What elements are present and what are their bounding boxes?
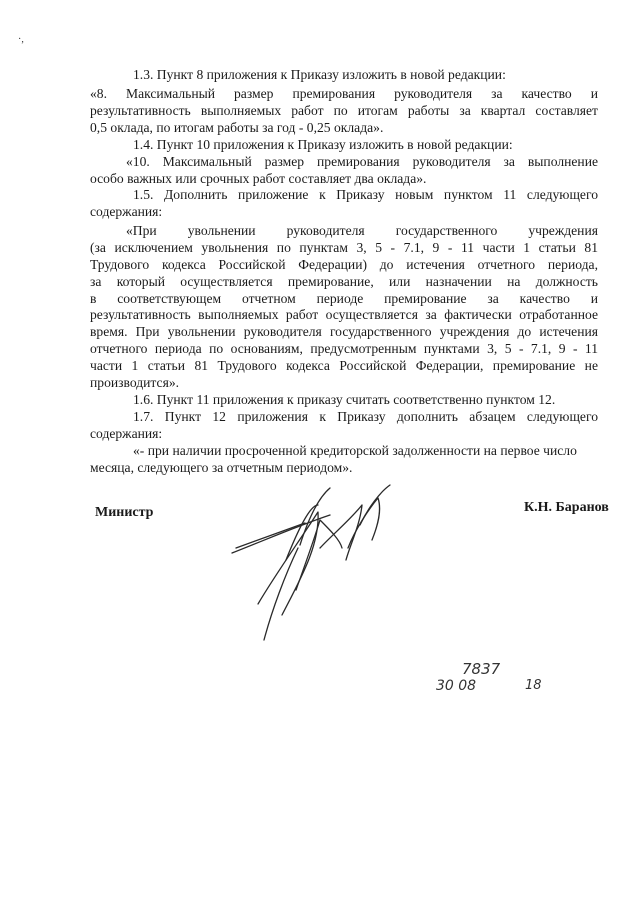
text-line: 1.3. Пункт 8 приложения к Приказу изложить в новой редакции: bbox=[133, 67, 506, 82]
text-line: «При увольнении руководителя государственного учреждения bbox=[126, 223, 598, 238]
text-line: результативность выполняемых работ осуществляется за фактически отработанное bbox=[90, 307, 598, 322]
handwritten-number: 7837 bbox=[462, 660, 501, 678]
text-line: содержания: bbox=[90, 426, 163, 441]
text-line: 1.4. Пункт 10 приложения к Приказу изложить в новой редакции: bbox=[133, 137, 513, 152]
text-line: месяца, следующего за отчетным периодом». bbox=[90, 460, 353, 475]
text-line: отчетного периода по основаниям, предусмотренным пунктами 3, 5 - 7.1, 9 - 11 bbox=[90, 341, 598, 356]
text-line: особо важных или срочных работ составляет два оклада». bbox=[90, 171, 427, 186]
text-line: части 1 статьи 81 Трудового кодекса Российской Федерации, премирование не bbox=[90, 358, 598, 373]
text-line: 0,5 оклада, по итогам работы за год - 0,25 оклада». bbox=[90, 120, 384, 135]
text-line: «10. Максимальный размер премирования руководителя за выполнение bbox=[126, 154, 598, 169]
text-line: 1.6. Пункт 11 приложения к приказу считать соответственно пунктом 12. bbox=[133, 392, 556, 407]
text-line: содержания: bbox=[90, 204, 163, 219]
text-line: время. При увольнении руководителя государственного учреждения до истечения bbox=[90, 324, 598, 339]
corner-mark: ·, bbox=[18, 34, 24, 45]
text-line: «- при наличии просроченной кредиторской задолженности на первое число bbox=[133, 443, 577, 458]
text-line: в соответствующем отчетном периоде премирование за качество и bbox=[90, 291, 598, 306]
handwritten-date: 30 08 bbox=[436, 678, 477, 694]
handwritten-year: 18 bbox=[525, 678, 542, 693]
text-line: (за исключением увольнения по пунктам 3, 5 - 7.1, 9 - 11 части 1 статьи 81 bbox=[90, 240, 598, 255]
text-line: 1.7. Пункт 12 приложения к Приказу дополнить абзацем следующего bbox=[133, 409, 598, 424]
text-line: 1.5. Дополнить приложение к Приказу новым пунктом 11 следующего bbox=[133, 187, 598, 202]
signatory-position: Министр bbox=[95, 505, 154, 520]
text-line: за который осуществляется премирование, или назначении на должность bbox=[90, 274, 598, 289]
text-line: Трудового кодекса Российской Федерации) до истечения отчетного периода, bbox=[90, 257, 598, 272]
signatory-name: К.Н. Баранов bbox=[524, 500, 609, 515]
text-line: результативность выполняемых работ по итогам работы за квартал составляет bbox=[90, 103, 598, 118]
text-line: «8. Максимальный размер премирования руководителя за качество и bbox=[90, 86, 598, 101]
text-line: производится». bbox=[90, 375, 180, 390]
